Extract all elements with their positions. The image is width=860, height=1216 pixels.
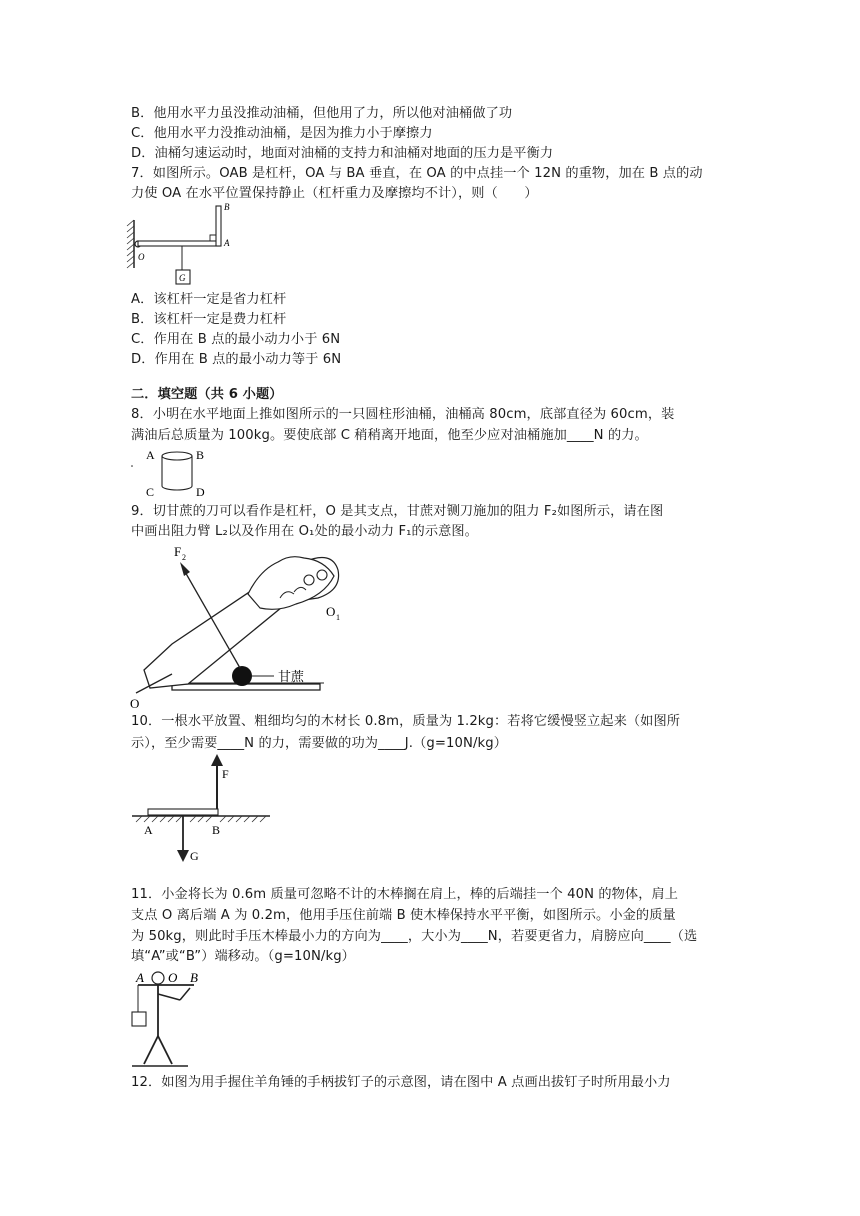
q7-label-b: B	[224, 202, 230, 212]
q7-stem-line2: 力使 OA 在水平位置保持静止（杠杆重力及摩擦均不计），则（ ）	[131, 186, 538, 201]
q8-stem-line1: 8．小明在水平地面上推如图所示的一只圆柱形油桶，油桶高 80cm，底部直径为 60cm，装	[131, 407, 675, 422]
q12-stem-line1: 12．如图为用手握住羊角锤的手柄拔钉子的示意图，请在图中 A 点画出拔钉子时所用最小力	[131, 1075, 671, 1090]
q8-label-b: B	[196, 448, 205, 462]
q10-label-a: A	[144, 823, 153, 837]
q8-label-c: C	[146, 485, 155, 499]
q11-label-b: B	[190, 970, 198, 985]
section-title: 二．填空题（共 6 小题）	[131, 387, 283, 402]
q10-stem-line1: 10．一根水平放置、粗细均匀的木材长 0.8m，质量为 1.2kg：若将它缓慢竖立起来（如图所	[131, 714, 681, 729]
q9-label-sugarcane: 甘蔗	[278, 669, 305, 684]
q8-label-a: A	[146, 448, 155, 462]
q9-label-f2-sub: 2	[182, 553, 186, 562]
q7-lever-figure	[124, 200, 244, 292]
q9-label-f2: F	[174, 544, 182, 559]
q8-stem-line2: 满油后总质量为 100kg。要使底部 C 稍稍离开地面，他至少应对油桶施加____N 的力。	[131, 428, 648, 443]
q6-option-c: C．他用水平力没推动油桶，是因为推力小于摩擦力	[131, 126, 433, 141]
q9-label-o1-sub: 1	[336, 613, 340, 622]
q7-label-a: A	[224, 238, 230, 248]
q7-option-d: D．作用在 B 点的最小动力等于 6N	[131, 352, 342, 367]
q11-stem-line2: 支点 O 离后端 A 为 0.2m，他用手压住前端 B 使木棒保持水平平衡，如图所示。小金的质量	[131, 908, 676, 923]
q9-knife-figure	[128, 540, 358, 710]
q7-label-o: O	[138, 252, 145, 262]
q9-stem-line1: 9．切甘蔗的刀可以看作是杠杆，O 是其支点，甘蔗对铡刀施加的阻力 F₂如图所示，请在图	[131, 504, 664, 519]
q7-label-g: G	[179, 273, 186, 283]
q11-label-o: O	[168, 970, 178, 985]
q11-label-a: A	[136, 970, 144, 985]
q7-stem-line1: 7．如图所示。OAB 是杠杆，OA 与 BA 垂直，在 OA 的中点挂一个 12N 的重物，加在 B 点的动	[131, 166, 703, 181]
q9-label-o: O	[130, 696, 140, 710]
q10-rod-figure	[128, 752, 278, 868]
q11-stem-line1: 11．小金将长为 0.6m 质量可忽略不计的木棒搁在肩上，棒的后端挂一个 40N 的物体，肩上	[131, 887, 679, 902]
q7-option-c: C．作用在 B 点的最小动力小于 6N	[131, 332, 341, 347]
q7-option-a: A．该杠杆一定是省力杠杆	[131, 292, 287, 307]
q9-label-o1: O	[326, 604, 336, 619]
q11-stem-line4: 填“A”或“B”）端移动。（g=10N/kg）	[131, 949, 355, 964]
q8-barrel-figure	[130, 446, 220, 500]
q10-stem-line2: 示），至少需要____N 的力，需要做的功为____J.（g=10N/kg）	[131, 736, 507, 751]
q10-label-f: F	[222, 767, 229, 781]
q7-option-b: B．该杠杆一定是费力杠杆	[131, 312, 287, 327]
q6-option-d: D．油桶匀速运动时，地面对油桶的支持力和油桶对地面的压力是平衡力	[131, 146, 554, 161]
q11-person-figure	[128, 968, 218, 1070]
q10-label-g: G	[190, 849, 199, 863]
q6-option-b: B．他用水平力虽没推动油桶，但他用了力，所以他对油桶做了功	[131, 106, 513, 121]
q8-label-d: D	[196, 485, 205, 499]
q11-stem-line3: 为 50kg，则此时手压木棒最小力的方向为____，大小为____N，若要更省力，肩膀应向____（选	[131, 929, 698, 944]
q10-label-b: B	[212, 823, 221, 837]
q9-stem-line2: 中画出阻力臂 L₂以及作用在 O₁处的最小动力 F₁的示意图。	[131, 524, 478, 539]
